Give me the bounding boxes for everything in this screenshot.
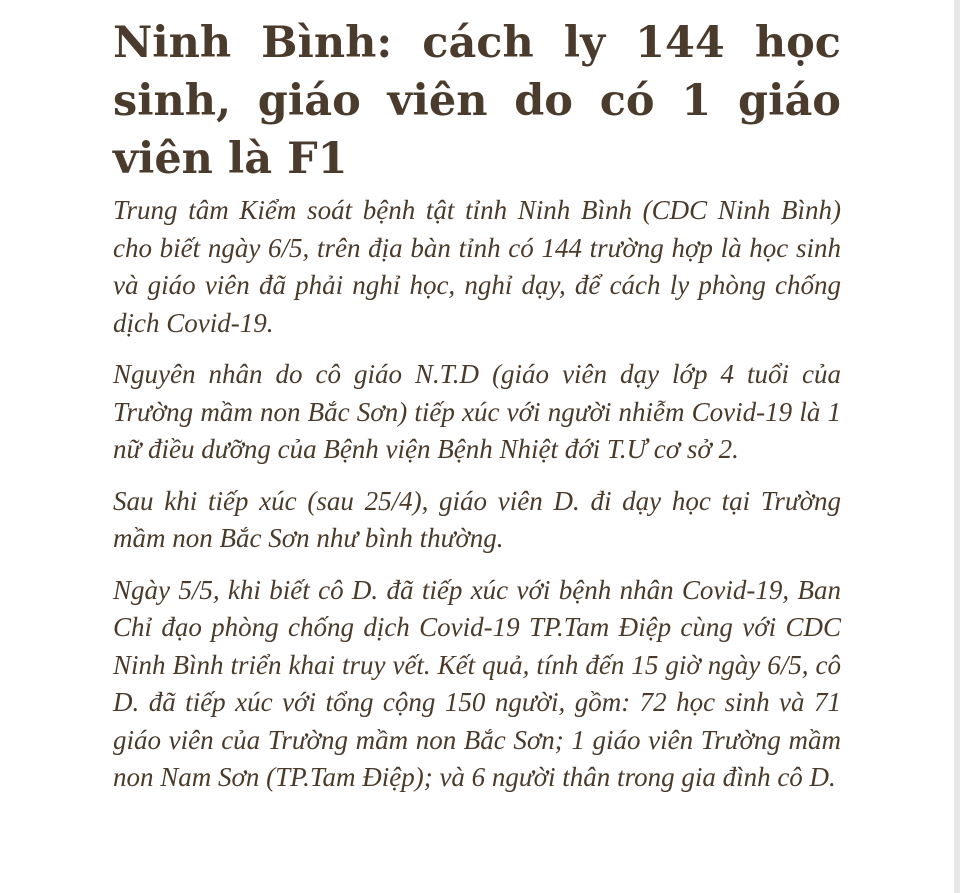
article-paragraph-1: Trung tâm Kiểm soát bệnh tật tỉnh Ninh Bình (CDC Ninh Bình) cho biết ngày 6/5, trên địa bàn tỉnh có 144 trường hợp là học sinh và giáo viên đã phải nghỉ học, nghỉ dạy, để cách ly phòng chống dịch Covid-19. — [113, 195, 841, 338]
article-paragraph-4: Ngày 5/5, khi biết cô D. đã tiếp xúc với bệnh nhân Covid-19, Ban Chỉ đạo phòng chống dịch Covid-19 TP.Tam Điệp cùng với CDC Ninh Bình triển khai truy vết. Kết quả, tính đến 15 giờ ngày 6/5, cô D. đã tiếp xúc với tổng cộng 150 người, gồm: 72 học sinh và 71 giáo viên của Trường mầm non Bắc Sơn; 1 giáo viên Trường mầm non Nam Sơn (TP.Tam Điệp); và 6 người thân trong gia đình cô D. — [113, 574, 841, 792]
article-paragraph-2: Nguyên nhân do cô giáo N.T.D (giáo viên dạy lớp 4 tuổi của Trường mầm non Bắc Sơn) tiếp xúc với người nhiễm Covid-19 là 1 nữ điều dưỡng của Bệnh viện Bệnh Nhiệt đới T.Ư cơ sở 2. — [113, 359, 841, 464]
page-edge — [954, 0, 960, 893]
article-paragraph-3: Sau khi tiếp xúc (sau 25/4), giáo viên D. đi dạy học tại Trường mầm non Bắc Sơn như bình thường. — [113, 485, 841, 553]
article-headline: Ninh Bình: cách ly 144 học sinh, giáo viên do có 1 giáo viên là F1 — [113, 18, 841, 184]
article — [113, 14, 841, 811]
